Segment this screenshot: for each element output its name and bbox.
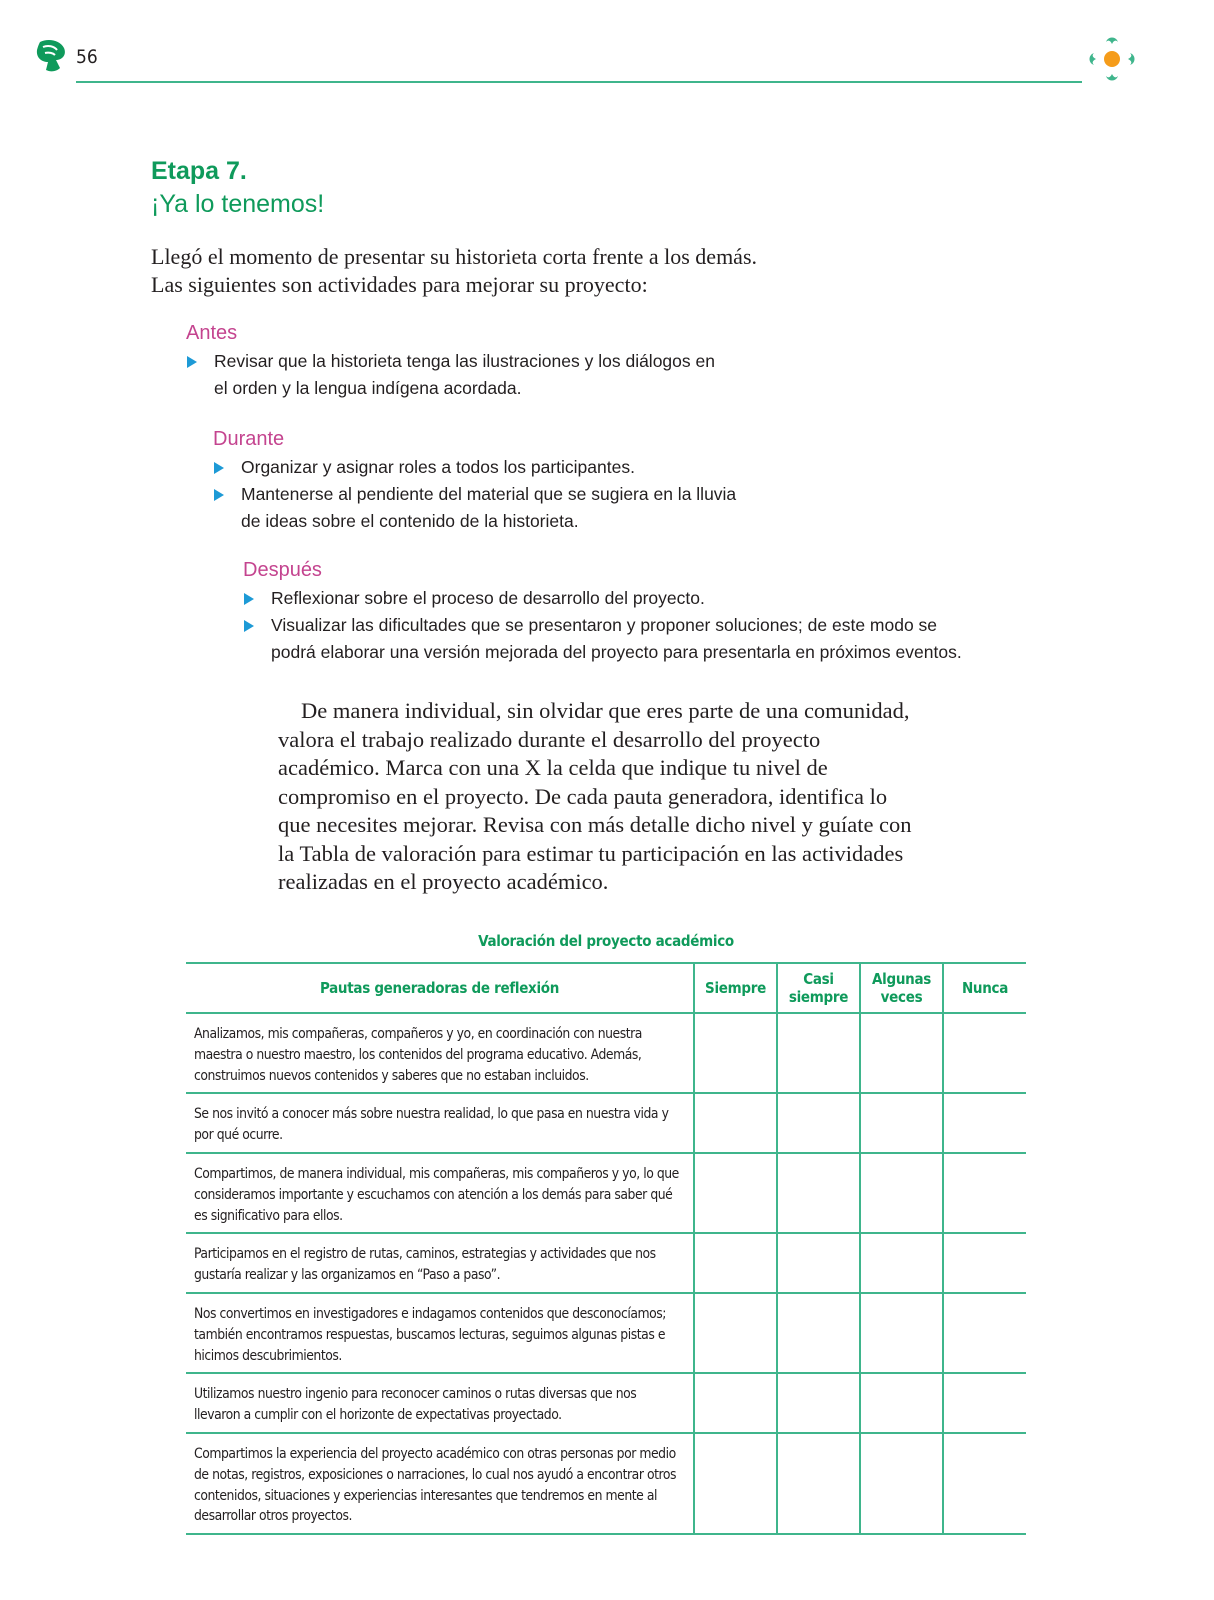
criterion-text: Compartimos, de manera individual, mis compañeras, mis compañeros y yo, lo que consideramos importante y escuchamos con atención a los demás para saber qué es significativo para ellos. <box>186 1153 694 1233</box>
header-casi-siempre-label: Casi siempre <box>788 970 849 1006</box>
cell-algunas-veces[interactable] <box>860 1233 943 1293</box>
table-row <box>186 1093 1026 1153</box>
table-row <box>186 1233 1026 1293</box>
cell-siempre[interactable] <box>694 1013 777 1093</box>
header-nunca: Nunca <box>943 963 1026 1013</box>
criterion-text: Utilizamos nuestro ingenio para reconocer caminos o rutas diversas que nos llevaron a cumplir con el horizonte de expectativas proyectado. <box>186 1373 694 1433</box>
list-item <box>213 481 753 535</box>
cell-casi-siempre[interactable] <box>777 1233 860 1293</box>
list-item <box>213 454 753 481</box>
criterion-text: Nos convertimos en investigadores e indagamos contenidos que desconocíamos; también encontramos respuestas, buscamos lecturas, seguimos algunas pistas e hicimos descubrimientos. <box>186 1293 694 1373</box>
list-item <box>243 612 983 666</box>
stage-title: Etapa 7. <box>151 157 247 185</box>
header-algunas-veces <box>860 963 943 1013</box>
list-item <box>186 348 726 402</box>
cell-siempre[interactable] <box>694 1233 777 1293</box>
list-item <box>243 585 983 612</box>
header-algunas-veces-label: Algunas veces <box>872 970 931 1006</box>
cell-siempre[interactable] <box>694 1433 777 1534</box>
bullet-arrow-icon <box>244 593 254 605</box>
cell-casi-siempre[interactable] <box>777 1153 860 1233</box>
header-criteria: Pautas generadoras de reflexión <box>186 963 694 1013</box>
table-header-row <box>186 963 1026 1013</box>
valuation-table <box>186 962 1026 1535</box>
four-dots-emblem-icon <box>1084 32 1140 86</box>
phase-title: Después <box>243 559 322 581</box>
header-casi-siempre <box>777 963 860 1013</box>
table-row <box>186 1433 1026 1534</box>
criterion-text: Compartimos la experiencia del proyecto académico con otras personas por medio de notas, registros, exposiciones o narraciones, lo cual nos ayudó a encontrar otros contenidos, situaciones y experiencias interesantes que tendremos en mente al desarrollar otros proyectos. <box>186 1433 694 1534</box>
individual-instructions: De manera individual, sin olvidar que eres parte de una comunidad, valora el trabajo realizado durante el desarrollo del proyecto académico. Marca con una X la celda que indique tu nivel de compromiso en el proyecto. De cada pauta generadora, identifica lo que necesites mejorar. Revisa con más detalle dicho nivel y guíate con la Tabla de valoración para estimar tu participación en las actividades realizadas en el proyecto académico. <box>278 698 912 894</box>
cell-algunas-veces[interactable] <box>860 1093 943 1153</box>
cell-siempre[interactable] <box>694 1373 777 1433</box>
table-row <box>186 1013 1026 1093</box>
bullet-arrow-icon <box>244 620 254 632</box>
cell-algunas-veces[interactable] <box>860 1433 943 1534</box>
stage-subtitle: ¡Ya lo tenemos! <box>151 190 325 218</box>
cell-nunca[interactable] <box>943 1093 1026 1153</box>
list-item-text: Visualizar las dificultades que se presentaron y proponer soluciones; de este modo se podrá elaborar una versión mejorada del proyecto para presentarla en próximos eventos. <box>271 615 962 662</box>
phase-durante <box>213 426 753 535</box>
list-item-text: Mantenerse al pendiente del material que se sugiera en la lluvia de ideas sobre el contenido de la historieta. <box>241 484 737 531</box>
page-header <box>0 0 1214 90</box>
cell-nunca[interactable] <box>943 1433 1026 1534</box>
intro-paragraph: Llegó el momento de presentar su historieta corta frente a los demás. Las siguientes son actividades para mejorar su proyecto: <box>151 244 758 297</box>
bullet-arrow-icon <box>214 489 224 501</box>
criterion-text: Participamos en el registro de rutas, caminos, estrategias y actividades que nos gustaría realizar y las organizamos en “Paso a paso”. <box>186 1233 694 1293</box>
cell-algunas-veces[interactable] <box>860 1293 943 1373</box>
list-item-text: Reflexionar sobre el proceso de desarrollo del proyecto. <box>271 588 705 608</box>
cell-casi-siempre[interactable] <box>777 1373 860 1433</box>
criterion-text: Analizamos, mis compañeras, compañeros y yo, en coordinación con nuestra maestra o nuestro maestro, los contenidos del programa educativo. Además, construimos nuevos contenidos y saberes que no estaban incluidos. <box>186 1013 694 1093</box>
page-number: 56 <box>76 46 98 68</box>
cell-algunas-veces[interactable] <box>860 1153 943 1233</box>
leaf-logo-icon <box>34 38 68 74</box>
cell-casi-siempre[interactable] <box>777 1093 860 1153</box>
cell-casi-siempre[interactable] <box>777 1013 860 1093</box>
cell-nunca[interactable] <box>943 1373 1026 1433</box>
cell-nunca[interactable] <box>943 1233 1026 1293</box>
header-rule <box>76 81 1082 83</box>
header-siempre: Siempre <box>694 963 777 1013</box>
cell-casi-siempre[interactable] <box>777 1293 860 1373</box>
cell-nunca[interactable] <box>943 1153 1026 1233</box>
cell-casi-siempre[interactable] <box>777 1433 860 1534</box>
bullet-arrow-icon <box>214 462 224 474</box>
cell-algunas-veces[interactable] <box>860 1013 943 1093</box>
table-row <box>186 1373 1026 1433</box>
cell-siempre[interactable] <box>694 1293 777 1373</box>
phase-title: Antes <box>186 322 238 344</box>
cell-siempre[interactable] <box>694 1093 777 1153</box>
cell-siempre[interactable] <box>694 1153 777 1233</box>
list-item-text: Organizar y asignar roles a todos los participantes. <box>241 457 635 477</box>
table-caption: Valoración del proyecto académico <box>478 932 734 950</box>
cell-algunas-veces[interactable] <box>860 1373 943 1433</box>
phase-antes <box>186 320 726 402</box>
list-item-text: Revisar que la historieta tenga las ilustraciones y los diálogos en el orden y la lengua indígena acordada. <box>214 351 715 398</box>
table-row <box>186 1153 1026 1233</box>
phase-despues <box>243 557 983 666</box>
cell-nunca[interactable] <box>943 1013 1026 1093</box>
table-row <box>186 1293 1026 1373</box>
phase-title: Durante <box>213 428 285 450</box>
cell-nunca[interactable] <box>943 1293 1026 1373</box>
bullet-arrow-icon <box>187 356 197 368</box>
criterion-text: Se nos invitó a conocer más sobre nuestra realidad, lo que pasa en nuestra vida y por qué ocurre. <box>186 1093 694 1153</box>
